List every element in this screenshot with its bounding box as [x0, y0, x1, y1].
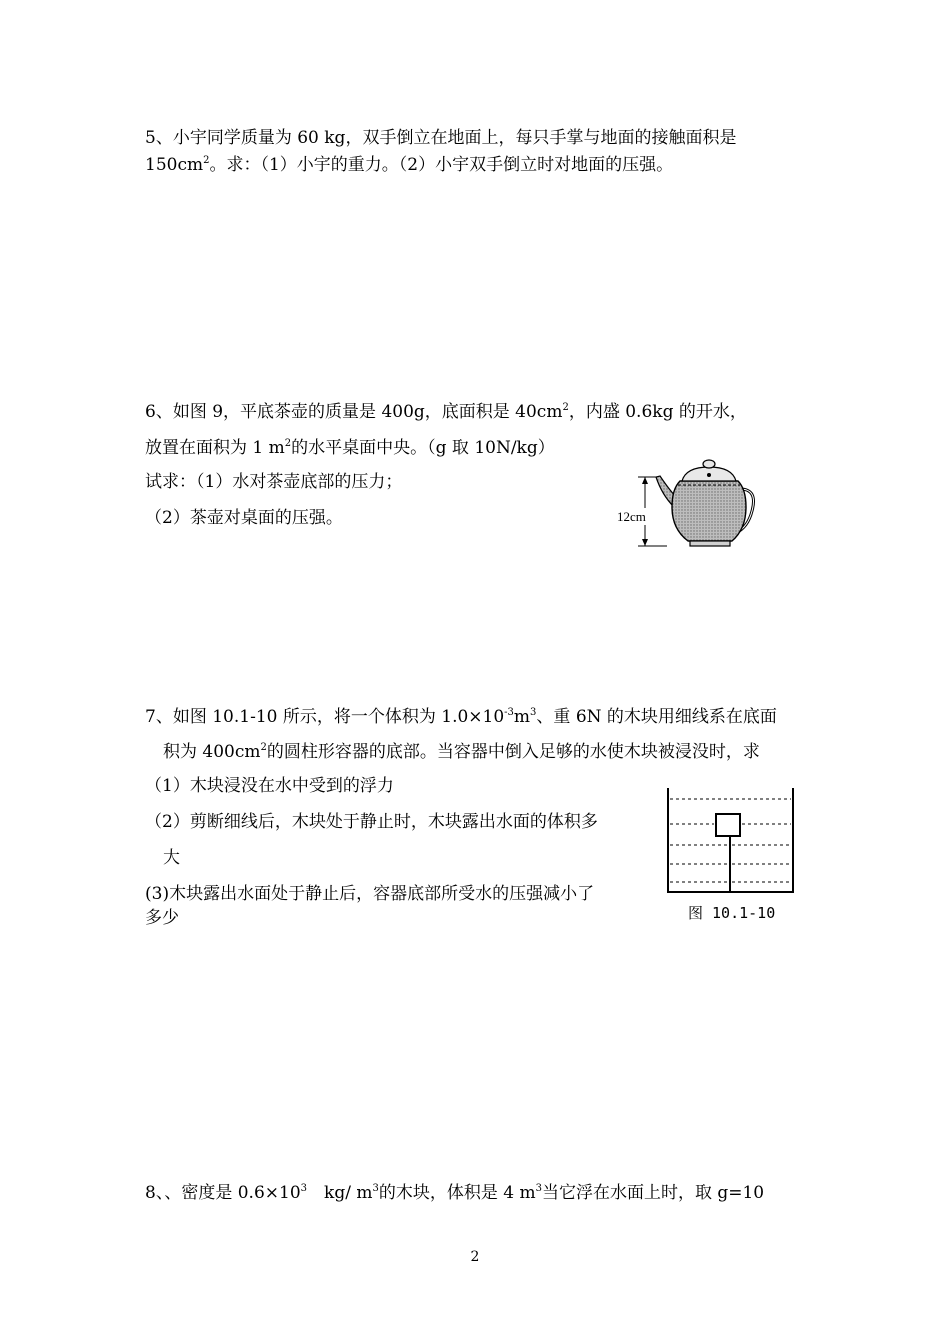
- q8-text: 8、、密度是 0.6×10: [145, 1183, 301, 1203]
- q7-text: 的圆柱形容器的底部。当容器中倒入足够的水使木块被浸没时，求: [266, 742, 760, 762]
- teapot-figure: [612, 455, 762, 555]
- q8-superscript: 3: [300, 1183, 308, 1194]
- q8-text: 的木块，体积是 4 m: [378, 1183, 536, 1203]
- q8-superscript: 3: [535, 1183, 542, 1194]
- q6-line-1: [145, 400, 747, 424]
- q7-text: 、重 6N 的木块用细线系在底面: [536, 707, 777, 727]
- container-figure: [664, 785, 799, 897]
- q7-line-1: [145, 705, 777, 729]
- q7-text: 7、如图 10.1-10 所示，将一个体积为 1.0×10: [145, 707, 505, 727]
- q7-line-4: （2）剪断细线后，木块处于静止时，木块露出水面的体积多: [145, 812, 598, 832]
- q7-superscript: 3: [530, 707, 537, 718]
- q8-text: 当它浮在水面上时，取 g=10: [541, 1183, 765, 1203]
- teapot-height-label: 12cm: [617, 509, 646, 524]
- q6-line-3: 试求：（1）水对茶壶底部的压力；: [145, 472, 403, 492]
- q7-line-6: (3)木块露出水面处于静止后，容器底部所受水的压强减小了: [145, 884, 595, 904]
- q7-text: 积为 400cm: [163, 742, 261, 762]
- q8-line-1: [145, 1181, 764, 1205]
- q6-text: 的水平桌面中央。（g 取 10N/kg）: [291, 438, 555, 458]
- q7-line-2: [163, 740, 760, 764]
- figure-caption: 图 10.1-10: [688, 904, 776, 922]
- q7-line-7: 多少: [145, 908, 179, 928]
- q5-text: 。求：（1）小宇的重力。（2）小宇双手倒立时对地面的压强。: [209, 155, 674, 175]
- q8-superscript: 3: [372, 1183, 379, 1194]
- q6-superscript: 2: [284, 438, 292, 449]
- q6-text: 6、如图 9，平底茶壶的质量是 400g，底面积是 40cm: [145, 402, 563, 422]
- q6-text: ，内盛 0.6kg 的开水，: [568, 402, 747, 422]
- q5-line-2: [145, 153, 673, 177]
- q6-superscript: 2: [562, 402, 569, 413]
- q5-text: 150cm: [145, 155, 204, 175]
- q7-text: m: [513, 707, 531, 727]
- q7-superscript: 2: [260, 742, 267, 753]
- q6-line-2: [145, 436, 555, 460]
- q5-line-1: 5、小宇同学质量为 60 kg，双手倒立在地面上，每只手掌与地面的接触面积是: [145, 128, 737, 148]
- page-number: 2: [470, 1249, 480, 1265]
- q6-text: 放置在面积为 1 m: [145, 438, 285, 458]
- q5-superscript: 2: [203, 155, 210, 166]
- q6-line-4: （2）茶壶对桌面的压强。: [145, 508, 343, 528]
- q7-superscript: -3: [504, 707, 514, 718]
- q7-line-3: （1）木块浸没在水中受到的浮力: [145, 776, 394, 796]
- q8-text: kg/ m: [307, 1183, 373, 1203]
- q7-line-5: 大: [163, 848, 180, 868]
